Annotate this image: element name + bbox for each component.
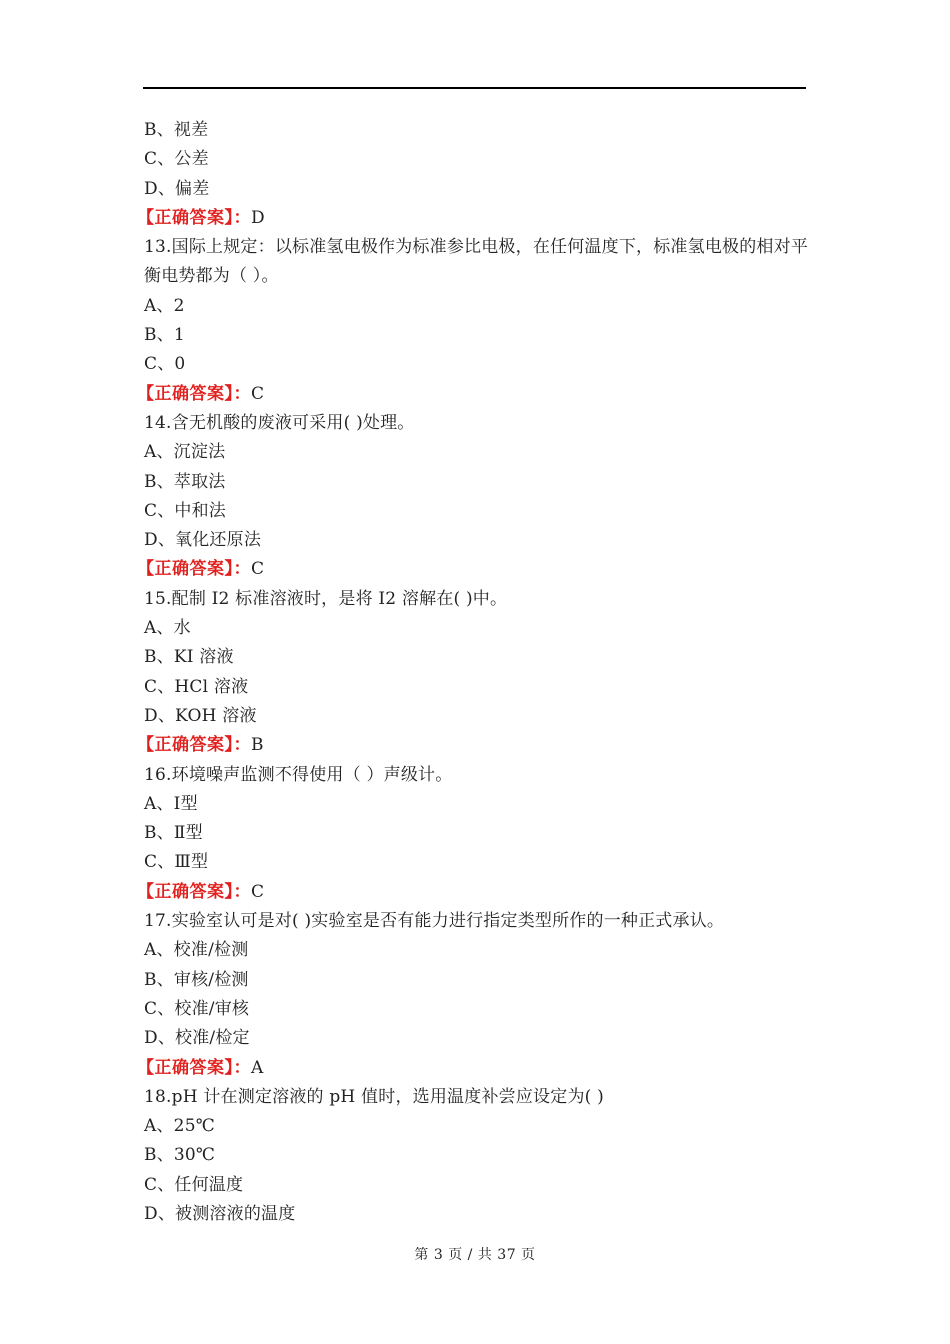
answer-tag: 【正确答案】：	[137, 383, 251, 404]
option-line: D、校准/检定	[144, 1028, 250, 1049]
answer-value: C	[251, 383, 265, 404]
page-footer	[0, 1244, 950, 1264]
answer-tag: 【正确答案】：	[137, 207, 251, 228]
answer-line	[137, 878, 809, 907]
option-line: B、KI 溶液	[144, 647, 234, 668]
question-line: 18.pH 计在测定溶液的 pH 值时，选用温度补尝应设定为( )	[144, 1086, 604, 1107]
option-line: B、Ⅱ型	[144, 823, 203, 844]
header-rule	[143, 87, 806, 89]
question-line: 15.配制 I2 标准溶液时，是将 I2 溶解在( )中。	[144, 588, 508, 609]
answer-tag: 【正确答案】：	[137, 559, 251, 580]
option-line: C、HCl 溶液	[144, 676, 249, 697]
option-line: D、氧化还原法	[144, 530, 262, 551]
question-line: 14.含无机酸的废液可采用( )处理。	[144, 412, 415, 433]
answer-value: B	[251, 735, 264, 756]
option-line: D、偏差	[144, 178, 210, 199]
option-line: A、校准/检测	[144, 940, 249, 961]
option-line: C、0	[144, 354, 186, 375]
answer-line	[137, 731, 809, 760]
question-line: 16.环境噪声监测不得使用（ ）声级计。	[144, 764, 453, 785]
answer-tag: 【正确答案】：	[137, 735, 251, 756]
option-line: A、25℃	[144, 1116, 215, 1137]
answer-value: D	[251, 207, 265, 228]
answer-tag: 【正确答案】：	[137, 881, 251, 902]
option-line: C、Ⅲ型	[144, 852, 209, 873]
page-content	[137, 116, 809, 1229]
option-line: C、校准/审核	[144, 998, 250, 1019]
answer-value: A	[251, 1057, 264, 1078]
option-line: A、2	[144, 295, 185, 316]
option-line: B、30℃	[144, 1145, 216, 1166]
question-line: 17.实验室认可是对( )实验室是否有能力进行指定类型所作的一种正式承认。	[144, 911, 725, 932]
option-line: B、审核/检测	[144, 969, 249, 990]
answer-line	[137, 1054, 809, 1083]
option-line: C、公差	[144, 149, 209, 170]
page-number: 第 3 页 / 共 37 页	[414, 1247, 536, 1263]
question-line: 13.国际上规定：以标准氢电极作为标准参比电极，在任何温度下，标准氢电极的相对平衡电势都为（ ）。	[144, 237, 809, 287]
option-line: A、沉淀法	[144, 442, 226, 463]
option-line: D、被测溶液的温度	[144, 1203, 296, 1224]
option-line: C、中和法	[144, 500, 227, 521]
answer-line	[137, 204, 809, 233]
answer-value: C	[251, 559, 265, 580]
answer-value: C	[251, 881, 265, 902]
option-line: D、KOH 溶液	[144, 705, 257, 726]
option-line: A、Ⅰ型	[144, 793, 198, 814]
option-line: B、萃取法	[144, 471, 226, 492]
answer-tag: 【正确答案】：	[137, 1057, 251, 1078]
option-line: B、1	[144, 325, 185, 346]
option-line: B、视差	[144, 120, 209, 140]
option-line: C、任何温度	[144, 1174, 244, 1195]
option-line: A、水	[144, 618, 191, 639]
answer-line	[137, 555, 809, 584]
answer-line	[137, 380, 809, 409]
